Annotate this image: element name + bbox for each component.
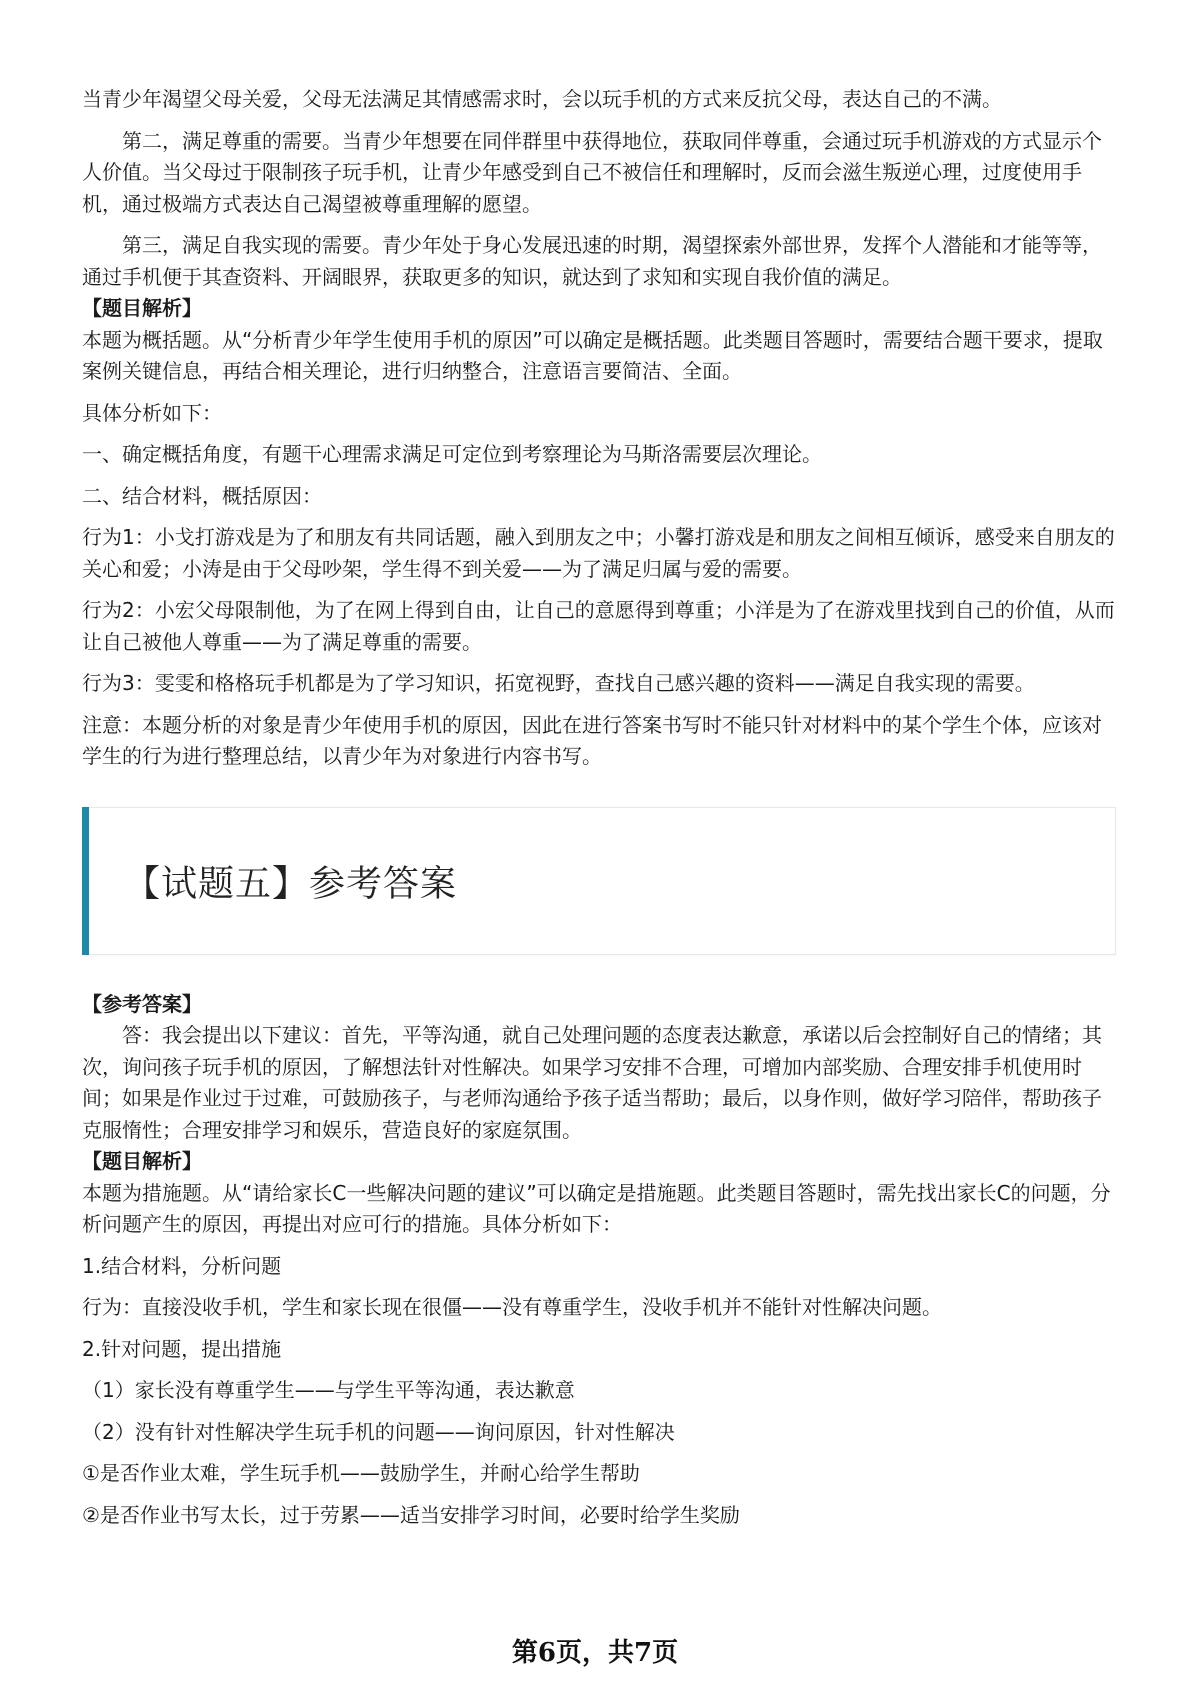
analysis-five-step-2: 2.针对问题，提出措施 xyxy=(82,1336,282,1361)
section-title-box xyxy=(82,807,1116,955)
analysis-step-two: 二、结合材料，概括原因： xyxy=(82,483,322,508)
analysis-behavior-3: 行为3：雯雯和格格玩手机都是为了学习知识，拓宽视野，查找自己感兴趣的资料——满足自我实现的需要。 xyxy=(82,671,1035,695)
analysis-five-measure-2: （2）没有针对性解决学生玩手机的问题——询问原因，针对性解决 xyxy=(82,1419,675,1444)
analysis-five-sub-2: ②是否作业书写太长，过于劳累——适当安排学习时间，必要时给学生奖励 xyxy=(82,1502,740,1527)
document-page xyxy=(82,84,1116,1531)
paragraph-self-actualization: 第三，满足自我实现的需要。青少年处于身心发展迅速的时期，渴望探索外部世界，发挥个人潜能和才能等等，通过手机便于其查资料、开阔眼界，获取更多的知识，就达到了求知和实现自我价值的满足。 xyxy=(82,233,1102,289)
analysis-note: 注意：本题分析的对象是青少年使用手机的原因，因此在进行答案书写时不能只针对材料中的某个学生个体，应该对学生的行为进行整理总结，以青少年为对象进行内容书写。 xyxy=(82,712,1102,768)
analysis-step-one: 一、确定概括角度，有题干心理需求满足可定位到考察理论为马斯洛需要层次理论。 xyxy=(82,442,822,466)
section-accent-bar xyxy=(82,807,89,955)
analysis-behavior-1: 行为1：小戈打游戏是为了和朋友有共同话题，融入到朋友之中；小馨打游戏是和朋友之间相互倾诉，感受来自朋友的关心和爱；小涛是由于父母吵架，学生得不到关爱——为了满足归属与爱的需要。 xyxy=(82,525,1115,581)
analysis-five-summary: 本题为措施题。从“请给家长C一些解决问题的建议”可以确定是措施题。此类题目答题时，需先找出家长C的问题，分析问题产生的原因，再提出对应可行的措施。具体分析如下： xyxy=(82,1180,1111,1236)
reference-answer-heading: 【参考答案】 xyxy=(82,991,202,1016)
section-title: 【试题五】参考答案 xyxy=(124,863,458,904)
analysis-intro: 具体分析如下： xyxy=(82,400,222,425)
paragraph-love-need: 当青少年渴望父母关爱，父母无法满足其情感需求时，会以玩手机的方式来反抗父母，表达自己的不满。 xyxy=(82,87,1002,111)
analysis-summary: 本题为概括题。从“分析青少年学生使用手机的原因”可以确定是概括题。此类题目答题时，需要结合题干要求，提取案例关键信息，再结合相关理论，进行归纳整合，注意语言要简洁、全面。 xyxy=(82,327,1103,383)
page-number: 第6页，共7页 xyxy=(511,1638,679,1668)
analysis-heading-five: 【题目解析】 xyxy=(82,1149,202,1173)
analysis-five-step-1: 1.结合材料，分析问题 xyxy=(82,1253,282,1278)
analysis-behavior-2: 行为2：小宏父母限制他，为了在网上得到自由，让自己的意愿得到尊重；小洋是为了在游戏里找到自己的价值，从而让自己被他人尊重——为了满足尊重的需要。 xyxy=(82,598,1115,654)
analysis-five-sub-1: ①是否作业太难，学生玩手机——鼓励学生，并耐心给学生帮助 xyxy=(82,1461,640,1485)
analysis-heading: 【题目解析】 xyxy=(82,296,202,320)
analysis-five-behavior: 行为：直接没收手机，学生和家长现在很僵——没有尊重学生，没收手机并不能针对性解决问题。 xyxy=(82,1295,942,1319)
analysis-five-measure-1: （1）家长没有尊重学生——与学生平等沟通，表达歉意 xyxy=(82,1378,575,1402)
reference-answer-text: 答：我会提出以下建议：首先，平等沟通，就自己处理问题的态度表达歉意，承诺以后会控制好自己的情绪；其次，询问孩子玩手机的原因，了解想法针对性解决。如果学习安排不合理，可增加内部奖励、合理安排手机使用时间；如果是作业过于过难，可鼓励孩子，与老师沟通给予孩子适当帮助；最后，以身作则，做好学习陪伴，帮助孩子克服惰性；合理安排学习和娱乐，营造良好的家庭氛围。 xyxy=(82,1023,1102,1142)
paragraph-respect-need: 第二，满足尊重的需要。当青少年想要在同伴群里中获得地位，获取同伴尊重，会通过玩手机游戏的方式显示个人价值。当父母过于限制孩子玩手机，让青少年感受到自己不被信任和理解时，反而会滋生叛逆心理，过度使用手机，通过极端方式表达自己渴望被尊重理解的愿望。 xyxy=(82,128,1102,216)
